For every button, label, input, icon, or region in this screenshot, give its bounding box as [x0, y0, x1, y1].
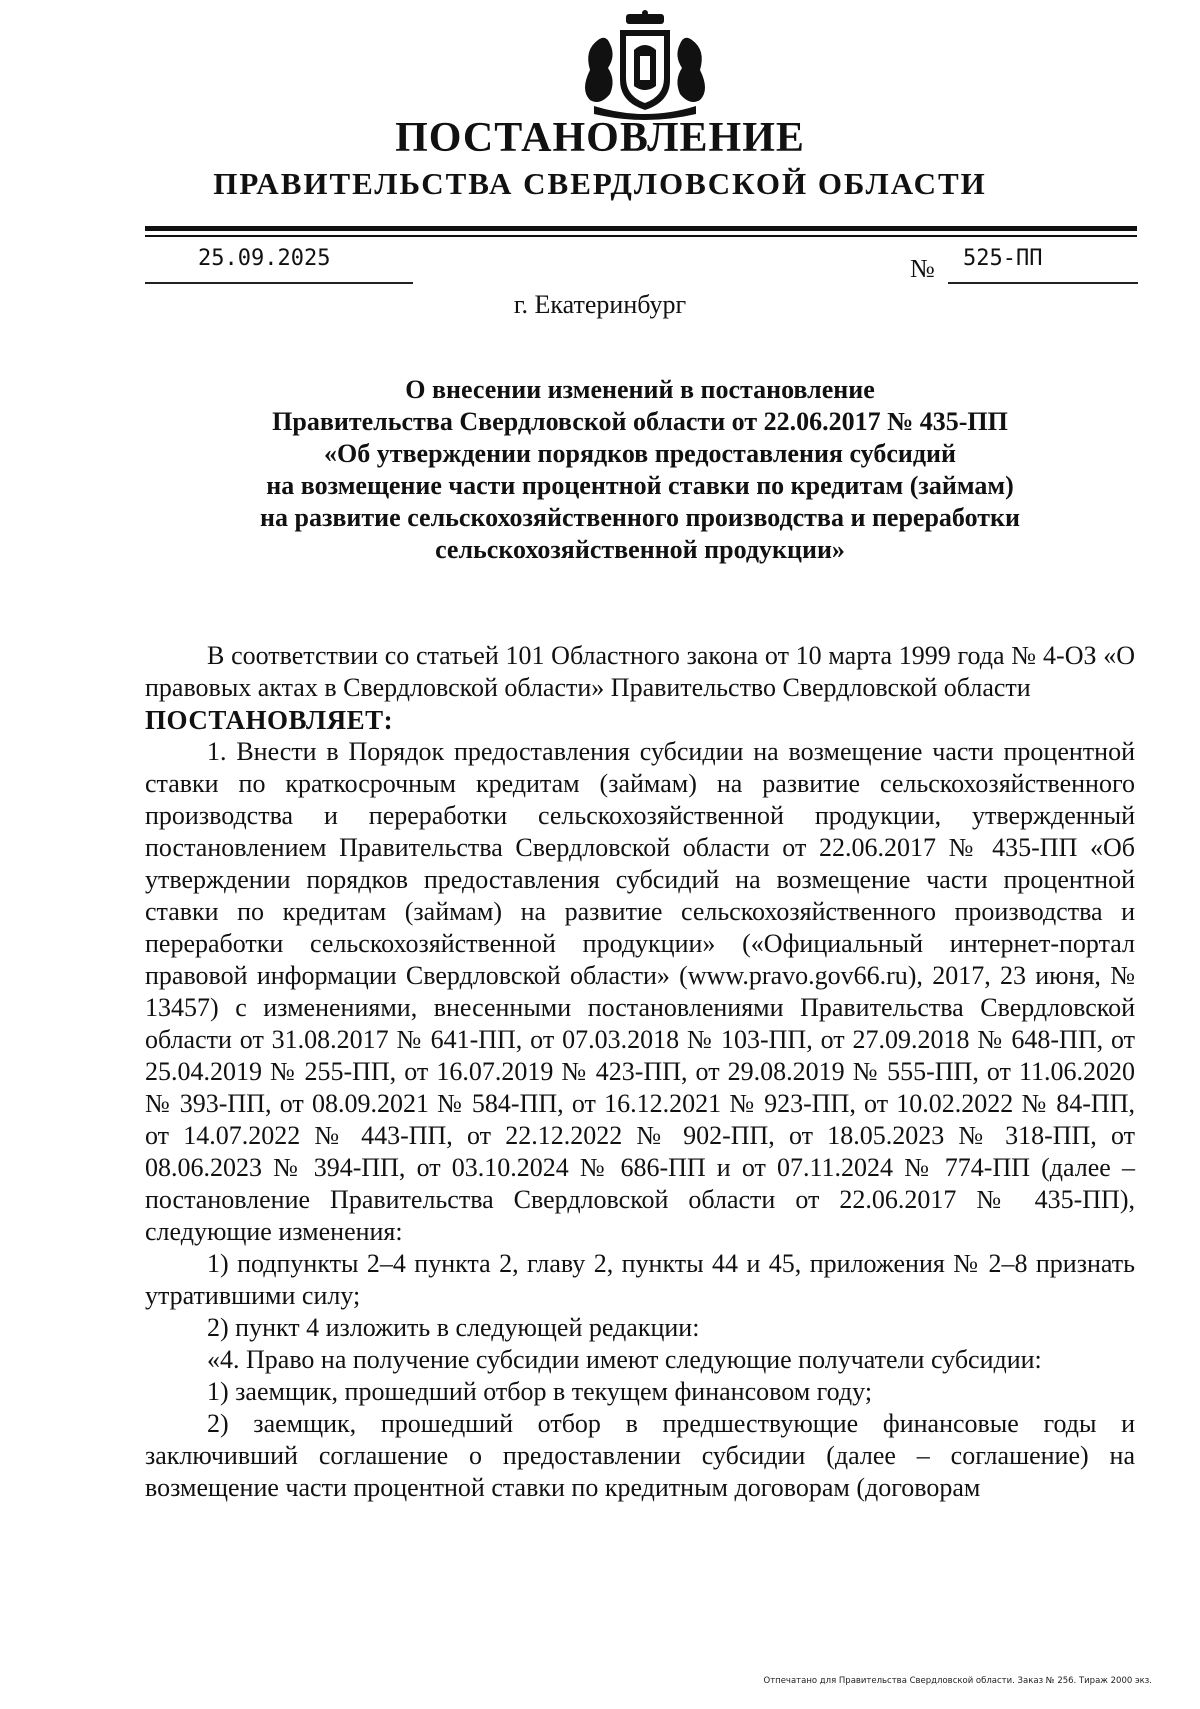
document-title	[160, 374, 1120, 566]
number-underline	[948, 282, 1138, 284]
paragraph-6: 2) заемщик, прошедший отбор в предшествующие финансовые годы и заключивший соглашение о предоставлении субсидии (далее – соглашение) на возмещение части процентной ставки по кредитным договорам (договорам	[145, 1409, 1135, 1502]
paragraph-2: 1) подпункты 2–4 пункта 2, главу 2, пункты 44 и 45, приложения № 2–8 признать утратившими силу;	[145, 1249, 1135, 1310]
title-line: «Об утверждении порядков предоставления субсидий	[324, 439, 956, 468]
title-line: Правительства Свердловской области от 22.06.2017 № 435-ПП	[272, 407, 1008, 436]
date-underline	[145, 282, 413, 284]
title-line: на возмещение части процентной ставки по кредитам (займам)	[266, 471, 1014, 500]
document-number: 525-ПП	[963, 246, 1043, 271]
header-divider-thick	[145, 226, 1137, 231]
print-footer: Отпечатано для Правительства Свердловской области. Заказ № 256. Тираж 2000 экз.	[763, 1676, 1152, 1686]
header-divider-thin	[145, 235, 1137, 237]
title-line: О внесении изменений в постановление	[405, 375, 875, 404]
decree-word: ПОСТАНОВЛЯЕТ:	[145, 705, 394, 735]
title-line: на развитие сельскохозяйственного производства и переработки	[260, 503, 1020, 532]
paragraph-3: 2) пункт 4 изложить в следующей редакции:	[207, 1313, 700, 1342]
paragraph-1: 1. Внести в Порядок предоставления субсидии на возмещение части процентной ставки по краткосрочным кредитам (займам) на развитие сельскохозяйственного производства и переработки сельскохозяйственной продукции, утвержденный постановлением Правительства Свердловской области от 22.06.2017 № 435-ПП «Об утверждении порядков предоставления субсидий на возмещение части процентной ставки по кредитам (займам) на развитие сельскохозяйственного производства и переработки сельскохозяйственной продукции» («Официальный интернет-портал правовой информации Свердловской области» (www.pravo.gov66.ru), 2017, 23 июня, № 13457) с изменениями, внесенными постановлениями Правительства Свердловской области от 31.08.2017 № 641-ПП, от 07.03.2018 № 103-ПП, от 27.09.2018 № 648-ПП, от 25.04.2019 № 255-ПП, от 16.07.2019 № 423-ПП, от 29.08.2019 № 555-ПП, от 11.06.2020 № 393-ПП, от 08.09.2021 № 584-ПП, от 16.12.2021 № 923-ПП, от 10.02.2022 № 84-ПП, от 14.07.2022 № 443-ПП, от 22.12.2022 № 902-ПП, от 18.05.2023 № 318-ПП, от 08.06.2023 № 394-ПП, от 03.10.2024 № 686-ПП и от 07.11.2024 № 774-ПП (далее – постановление Правительства Свердловской области от 22.06.2017 № 435-ПП), следующие изменения:	[145, 737, 1135, 1246]
intro-paragraph: В соответствии со статьей 101 Областного закона от 10 марта 1999 года № 4-ОЗ «О правовых актах в Свердловской области» Правительство Свердловской области	[145, 641, 1135, 702]
title-line: сельскохозяйственной продукции»	[435, 535, 845, 564]
paragraph-5: 1) заемщик, прошедший отбор в текущем финансовом году;	[207, 1377, 873, 1406]
issuer-heading: ПРАВИТЕЛЬСТВА СВЕРДЛОВСКОЙ ОБЛАСТИ	[213, 166, 987, 201]
number-sign: №	[910, 254, 935, 283]
paragraph-4: «4. Право на получение субсидии имеют следующие получатели субсидии:	[207, 1345, 1042, 1374]
city-name: г. Екатеринбург	[513, 290, 687, 319]
document-type-heading: ПОСТАНОВЛЕНИЕ	[395, 115, 805, 161]
coat-of-arms-icon	[570, 10, 720, 122]
document-body	[145, 640, 1135, 1504]
document-date: 25.09.2025	[198, 246, 331, 271]
